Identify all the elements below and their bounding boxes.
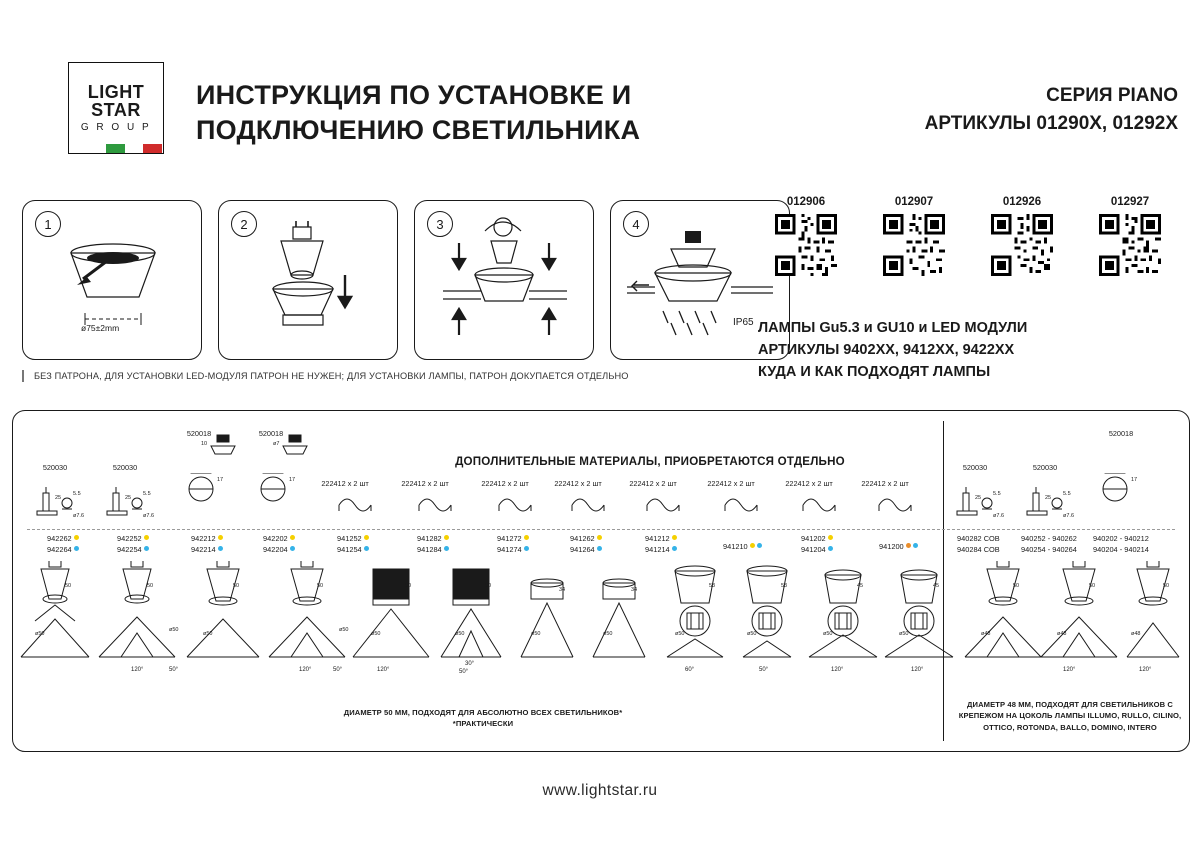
svg-text:5.5: 5.5 (993, 491, 1001, 497)
code-cell: 941210 (723, 542, 762, 553)
svg-text:ø48: ø48 (1057, 631, 1067, 637)
logo-line-2: STAR (91, 100, 141, 121)
accessory-code: 520030 (1032, 463, 1058, 472)
step-1-illustration (23, 201, 201, 359)
code-cell: 942262 942264 (47, 534, 79, 555)
step-card-2 (218, 200, 398, 360)
svg-text:50°: 50° (759, 667, 769, 673)
svg-text:17: 17 (217, 477, 224, 483)
svg-text:50: 50 (1013, 583, 1020, 589)
footnote-left-line1: ДИАМЕТР 50 ММ, ПОДХОДЯТ ДЛЯ АБСОЛЮТНО ВСЕХ СВЕТИЛЬНИКОВ* (343, 708, 623, 717)
footnote-left-line2: *ПРАКТИЧЕСКИ (452, 719, 514, 729)
qr-item[interactable] (974, 196, 1070, 281)
step-card-3 (414, 200, 594, 360)
code-cell: 940202 - 940212 940204 - 940214 (1093, 534, 1149, 554)
svg-text:34: 34 (559, 587, 566, 593)
svg-text:17: 17 (1131, 477, 1138, 483)
accessory-code: 222412 x 2 шт (481, 479, 529, 488)
code-cell: 941200 (879, 542, 918, 553)
step-number: 1 (35, 211, 61, 237)
extra-materials-title: ДОПОЛНИТЕЛЬНЫЕ МАТЕРИАЛЫ, ПРИОБРЕТАЮТСЯ ОТДЕЛЬНО (455, 455, 845, 468)
italian-flag-icon (106, 144, 162, 153)
svg-text:45: 45 (857, 583, 864, 589)
svg-text:5.5: 5.5 (1063, 491, 1071, 497)
accessory-code: 520018 (1108, 429, 1134, 438)
accessory-code: 520030 (112, 463, 138, 472)
accessory-code: 520018 (258, 429, 284, 438)
website-link[interactable]: www.lightstar.ru (542, 782, 658, 799)
lamps-line-3: КУДА И КАК ПОДХОДЯТ ЛАМПЫ (758, 363, 991, 380)
svg-text:53: 53 (709, 583, 716, 589)
svg-text:ø50: ø50 (603, 631, 613, 637)
accessory-code: 520030 (42, 463, 68, 472)
svg-text:ø50: ø50 (371, 631, 381, 637)
svg-text:120°: 120° (831, 667, 844, 673)
svg-text:50: 50 (405, 583, 412, 589)
accessory-code: 222412 x 2 шт (321, 479, 369, 488)
svg-text:120°: 120° (1139, 667, 1152, 673)
svg-text:ø50: ø50 (203, 631, 213, 637)
accessory-code: 222412 x 2 шт (861, 479, 909, 488)
qr-label: 012906 (786, 196, 826, 208)
accessory-code: 222412 x 2 шт (785, 479, 833, 488)
svg-text:ø7.6: ø7.6 (73, 513, 85, 519)
accessory-code: 520018 (186, 429, 212, 438)
svg-text:50: 50 (1163, 583, 1170, 589)
qr-label: 012907 (894, 196, 934, 208)
series-name: СЕРИЯ PIANO (1046, 85, 1178, 106)
code-cell: 941212 941214 (645, 534, 677, 555)
svg-text:45: 45 (933, 583, 940, 589)
svg-text:120°: 120° (377, 667, 390, 673)
svg-text:53: 53 (781, 583, 788, 589)
accessory-drawings (21, 473, 1181, 531)
step-4-caption: IP65 (733, 317, 754, 328)
code-cell: 942212 942214 (191, 534, 223, 555)
svg-text:ø50: ø50 (455, 631, 465, 637)
qr-item[interactable] (758, 196, 854, 281)
article-codes-row (13, 534, 1189, 564)
svg-text:120°: 120° (299, 667, 312, 673)
svg-text:ø7.6: ø7.6 (993, 513, 1005, 519)
brand-logo (68, 62, 164, 154)
installation-note: БЕЗ ПАТРОНА, ДЛЯ УСТАНОВКИ LED-МОДУЛЯ ПАТРОН НЕ НУЖЕН; ДЛЯ УСТАНОВКИ ЛАМПЫ, ПАТРОН ДОКУПАЕТСЯ ОТДЕЛЬНО (22, 370, 794, 382)
svg-text:5.5: 5.5 (73, 491, 81, 497)
svg-text:50°: 50° (459, 669, 469, 675)
lamp-diagrams (19, 561, 1183, 701)
compatibility-panel (12, 410, 1190, 752)
lamps-line-1: ЛАМПЫ Gu5.3 и GU10 и LED МОДУЛИ (758, 320, 1028, 336)
svg-text:60°: 60° (685, 667, 695, 673)
lamps-info (758, 318, 1178, 383)
code-cell: 941252 941254 (337, 534, 369, 555)
svg-text:50°: 50° (169, 667, 179, 673)
svg-text:17: 17 (289, 477, 296, 483)
svg-text:50: 50 (317, 583, 324, 589)
qr-code-icon (883, 214, 945, 276)
code-cell: 941202 941204 (801, 534, 833, 555)
step-3-illustration (415, 201, 593, 359)
page-title: ИНСТРУКЦИЯ ПО УСТАНОВКЕ И ПОДКЛЮЧЕНИЮ СВЕТИЛЬНИКА (196, 80, 641, 145)
svg-text:ø7.6: ø7.6 (1063, 513, 1075, 519)
svg-text:ø50: ø50 (169, 627, 179, 633)
series-block (758, 82, 1178, 137)
svg-text:30°: 30° (465, 661, 475, 667)
step-number: 4 (623, 211, 649, 237)
svg-text:5.5: 5.5 (143, 491, 151, 497)
svg-text:50: 50 (233, 583, 240, 589)
svg-text:25: 25 (1045, 495, 1052, 501)
code-cell: 942252 942254 (117, 534, 149, 555)
svg-text:ø50: ø50 (531, 631, 541, 637)
step-1-caption: ø75±2mm (81, 323, 120, 333)
svg-text:50: 50 (65, 583, 72, 589)
svg-text:120°: 120° (911, 667, 924, 673)
code-cell: 941272 941274 (497, 534, 529, 555)
step-card-1 (22, 200, 202, 360)
svg-text:50: 50 (485, 583, 492, 589)
svg-text:25: 25 (125, 495, 132, 501)
qr-item[interactable] (1082, 196, 1178, 281)
code-cell: 942202 942204 (263, 534, 295, 555)
svg-text:ø50: ø50 (35, 631, 45, 637)
svg-text:ø48: ø48 (1131, 631, 1141, 637)
installation-steps (22, 200, 782, 360)
svg-text:34: 34 (631, 587, 638, 593)
series-articles: АРТИКУЛЫ 01290X, 01292X (924, 112, 1178, 134)
svg-text:10: 10 (201, 441, 208, 447)
accessory-code: 520030 (962, 463, 988, 472)
step-2-illustration (219, 201, 397, 359)
footnote-right: ДИАМЕТР 48 ММ, ПОДХОДЯТ ДЛЯ СВЕТИЛЬНИКОВ С КРЕПЕЖОМ НА ЦОКОЛЬ ЛАМПЫ ILLUMO, RULLO, CILINO, OTTICO, ROTONDA, BALLO, DOMINO, INTERO (958, 700, 1182, 732)
svg-text:ø50: ø50 (339, 627, 349, 633)
svg-text:ø50: ø50 (675, 631, 685, 637)
svg-text:ø50: ø50 (899, 631, 909, 637)
accessory-code: 222412 x 2 шт (401, 479, 449, 488)
footnote-left (163, 707, 803, 730)
svg-text:ø48: ø48 (981, 631, 991, 637)
logo-line-3: G R O U P (80, 121, 152, 133)
logo-line-1: LIGHT (87, 82, 145, 103)
accessory-code: 222412 x 2 шт (554, 479, 602, 488)
qr-label: 012926 (1002, 196, 1042, 208)
svg-text:ø50: ø50 (823, 631, 833, 637)
svg-text:ø50: ø50 (747, 631, 757, 637)
svg-text:ø7: ø7 (273, 441, 280, 447)
svg-text:120°: 120° (131, 667, 144, 673)
step-number: 3 (427, 211, 453, 237)
accessory-520018-top (193, 429, 313, 479)
svg-text:50°: 50° (333, 667, 343, 673)
code-cell: 941282 941284 (417, 534, 449, 555)
qr-label: 012927 (1110, 196, 1150, 208)
svg-text:25: 25 (55, 495, 62, 501)
accessory-code: 222412 x 2 шт (629, 479, 677, 488)
qr-code-icon (991, 214, 1053, 276)
svg-text:25: 25 (975, 495, 982, 501)
qr-item[interactable] (866, 196, 962, 281)
accessory-code: 222412 x 2 шт (707, 479, 755, 488)
code-cell: 940252 - 940262 940254 - 940264 (1021, 534, 1077, 554)
lamps-line-2: АРТИКУЛЫ 9402XX, 9412XX, 9422XX (758, 341, 1015, 358)
svg-text:50: 50 (1089, 583, 1096, 589)
svg-text:50: 50 (147, 583, 154, 589)
step-number: 2 (231, 211, 257, 237)
code-cell: 941262 941264 (570, 534, 602, 555)
qr-code-block (758, 196, 1178, 281)
code-cell: 940282 COB 940284 COB (957, 534, 1000, 554)
qr-code-icon (775, 214, 837, 276)
qr-code-icon (1099, 214, 1161, 276)
svg-text:120°: 120° (1063, 667, 1076, 673)
svg-text:ø7.6: ø7.6 (143, 513, 155, 519)
